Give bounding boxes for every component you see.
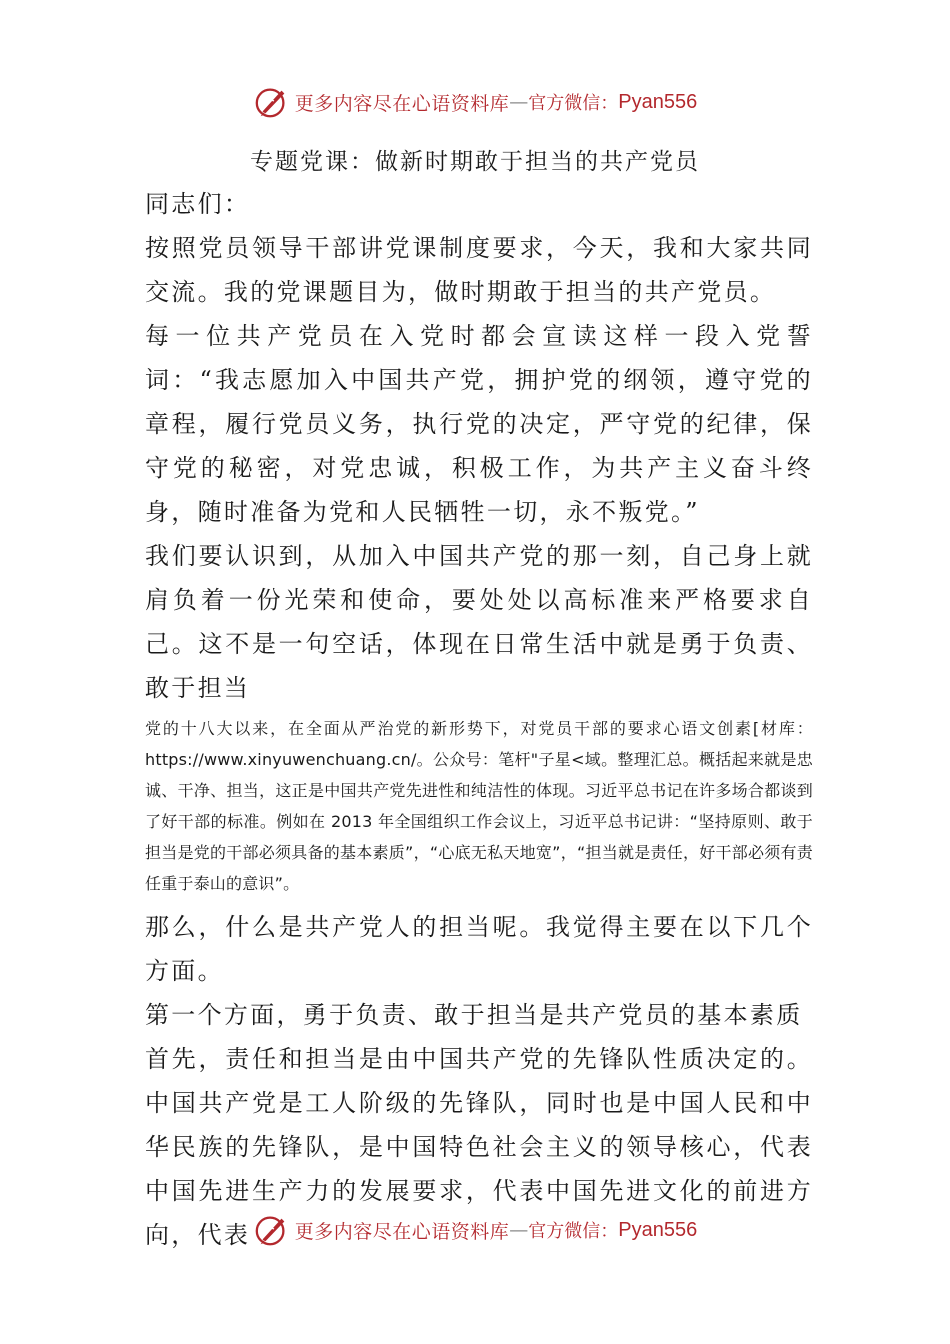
paragraph-intro: 按照党员领导干部讲党课制度要求，今天，我和大家共同交流。我的党课题目为，做时期敢于担当的共产党员。: [145, 234, 813, 306]
pen-logo-icon: [253, 83, 291, 121]
banner-separator: —: [509, 1219, 529, 1241]
paragraph-mission: 我们要认识到，从加入中国共产党的那一刻，自己身上就肩负着一份光荣和使命，要处处以高标准来严格要求自己。这不是一句空话，体现在日常生活中就是勇于负责、敢于担当: [145, 542, 813, 702]
paragraph-oath: 每一位共产党员在入党时都会宣读这样一段入党誓词：“我志愿加入中国共产党，拥护党的纲领，遵守党的章程，履行党员义务，执行党的决定，严守党的纪律，保守党的秘密，对党忠诚，积极工作，为共产主义奋斗终身，随时准备为党和人民牺牲一切，永不叛党。”: [145, 322, 813, 526]
banner-main-text: 更多内容尽在心语资料库: [294, 1220, 510, 1243]
banner-separator: —: [509, 91, 529, 113]
header-banner: [0, 80, 950, 124]
document-title: 专题党课：做新时期敢于担当的共产党员: [250, 149, 700, 175]
paragraph-question: 那么，什么是共产党人的担当呢。我觉得主要在以下几个方面。: [145, 913, 813, 985]
section-heading-first: 第一个方面，勇于负责、敢于担当是共产党员的基本素质: [145, 1001, 803, 1029]
banner-main-text: 更多内容尽在心语资料库: [294, 92, 510, 115]
banner-wechat-label: 官方微信：: [528, 1221, 619, 1242]
greeting: 同志们：: [145, 190, 251, 218]
document-body: [145, 182, 813, 1257]
pen-logo-icon: [253, 1211, 291, 1249]
footer-banner: [0, 1208, 950, 1252]
banner-wechat-label: 官方微信：: [528, 93, 619, 114]
banner-wechat-id: Pyan556: [618, 90, 698, 113]
paragraph-eighteenth-congress: 党的十八大以来，在全面从严治党的新形势下，对党员干部的要求心语文创素[材库：https://www.xinyuwenchuang.cn/。公众号：笔杆"子星<域。整理汇总。概括起来就是忠诚、干净、担当，这正是中国共产党先进性和纯洁性的体现。习近平总书记在许多场合都谈到了好干部的标准。例如在 2013 年全国组织工作会议上，习近平总书记讲：“坚持原则、敢于担当是党的干部必须具备的基本素质”，“心底无私天地宽”，“担当就是责任，好干部必须有责任重于泰山的意识”。: [145, 719, 813, 893]
banner-wechat-id: Pyan556: [618, 1218, 698, 1241]
paragraph-vanguard: 首先，责任和担当是由中国共产党的先锋队性质决定的。中国共产党是工人阶级的先锋队，同时也是中国人民和中华民族的先锋队，是中国特色社会主义的领导核心，代表中国先进生产力的发展要求，代表中国先进文化的前进方向，代表: [145, 1045, 813, 1249]
